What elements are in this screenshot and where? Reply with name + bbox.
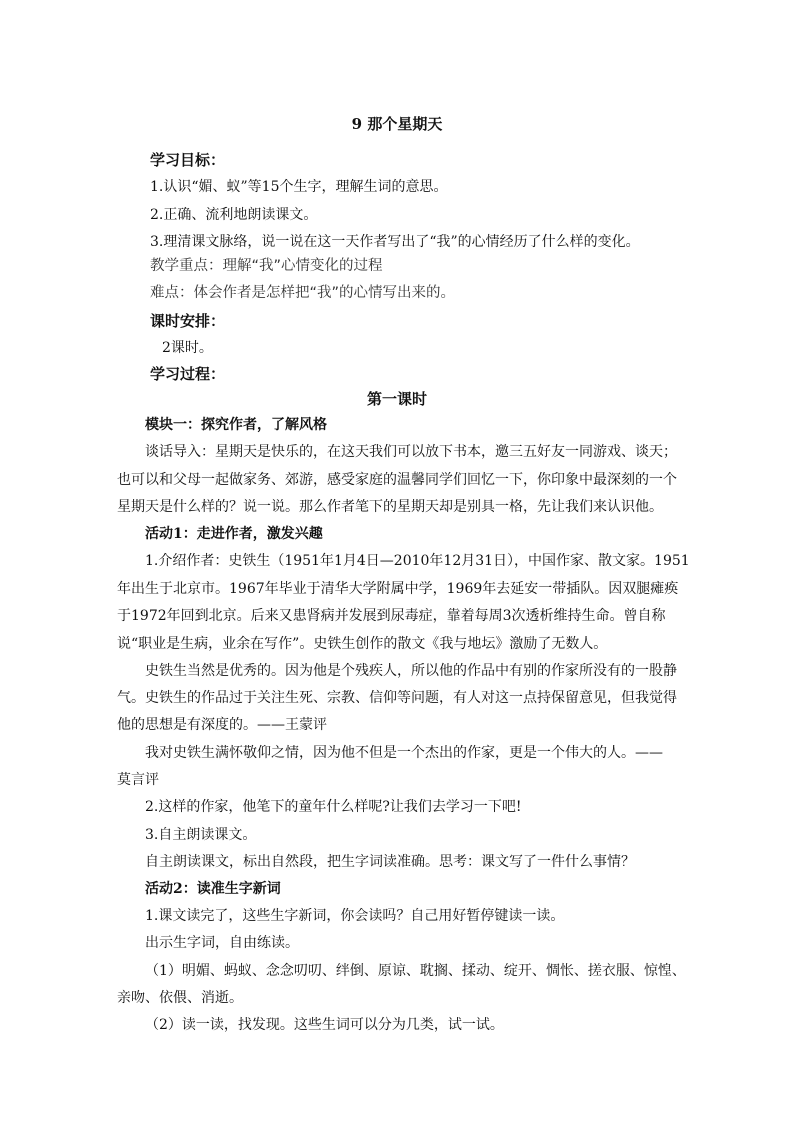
intro-line: 星期天是什么样的？说一说。那么作者笔下的星期天却是别具一格，先让我们来认识他。 <box>117 499 663 515</box>
review-line: 莫言评 <box>117 772 159 788</box>
words-line: 出示生字词，自由练读。 <box>145 935 299 951</box>
schedule-heading: 课时安排： <box>150 312 226 330</box>
step-line: 2.这样的作家，他笔下的童年什么样呢?让我们去学习一下吧! <box>145 799 522 815</box>
words-line: （1）明媚、蚂蚁、念念叨叨、绊倒、原谅、耽搁、揉动、绽开、惆怅、搓衣服、惊惶、 <box>145 963 686 979</box>
review-line: 史铁生当然是优秀的。因为他是个残疾人，所以他的作品中有别的作家所没有的一股静 <box>145 663 677 679</box>
review-line: 他的思想是有深度的。——王蒙评 <box>117 717 327 733</box>
goal-item-2: 2.正确、流利地朗读课文。 <box>150 207 318 223</box>
lesson-heading: 第一课时 <box>366 390 427 408</box>
schedule-value: 2课时。 <box>162 340 213 356</box>
words-line: （2）读一读，找发现。这些生词可以分为几类，试一试。 <box>145 1017 504 1033</box>
goal-item-1: 1.认识“媚、蚁”等15个生字，理解生词的意思。 <box>150 179 448 195</box>
goal-item-3: 3.理清课文脉络，说一说在这一天作者写出了“我”的心情经历了什么样的变化。 <box>150 234 640 250</box>
words-line: 亲吻、依偎、消逝。 <box>117 990 243 1006</box>
review-line: 我对史铁生满怀敬仰之情，因为他不但是一个杰出的作家，更是一个伟大的人。—— <box>145 745 663 761</box>
goals-heading: 学习目标： <box>150 151 226 169</box>
author-line: 说“职业是生病，业余在写作”。史铁生创作的散文《我与地坛》激励了无数人。 <box>117 636 608 652</box>
review-line: 气。史铁生的作品过于关注生死、宗教、信仰等问题，有人对这一点持保留意见，但我觉得 <box>117 690 677 706</box>
key-point: 教学重点：理解“我”心情变化的过程 <box>150 258 383 274</box>
process-heading: 学习过程： <box>150 365 226 383</box>
author-line: 1.介绍作者：史铁生（1951年1月4日—2010年12月31日），中国作家、散文家。1951 <box>145 553 690 569</box>
words-line: 1.课文读完了，这些生字新词，你会读吗？自己用好暂停键读一读。 <box>145 908 565 924</box>
activity-heading: 活动2：读准生字新词 <box>145 881 281 897</box>
activity-heading: 活动1：走进作者，激发兴趣 <box>145 526 323 542</box>
step-line: 3.自主朗读课文。 <box>145 827 257 843</box>
author-line: 于1972年回到北京。后来又患肾病并发展到尿毒症，靠着每周3次透析维持生命。曾自称 <box>117 608 666 624</box>
difficulty: 难点：体会作者是怎样把“我”的心情写出来的。 <box>150 285 456 301</box>
author-line: 年出生于北京市。1967年毕业于清华大学附属中学，1969年去延安一带插队。因双腿瘫痪 <box>117 581 679 597</box>
intro-line: 谈话导入：星期天是快乐的，在这天我们可以放下书本，邀三五好友一同游戏、谈天； <box>145 444 677 460</box>
page-title: 9 那个星期天 <box>351 115 443 133</box>
intro-line: 也可以和父母一起做家务、郊游，感受家庭的温馨同学们回忆一下，你印象中最深刻的一个 <box>117 472 677 488</box>
module-heading: 模块一：探究作者，了解风格 <box>145 417 327 433</box>
step-line: 自主朗读课文，标出自然段，把生字词读准确。思考：课文写了一件什么事情？ <box>145 854 635 870</box>
